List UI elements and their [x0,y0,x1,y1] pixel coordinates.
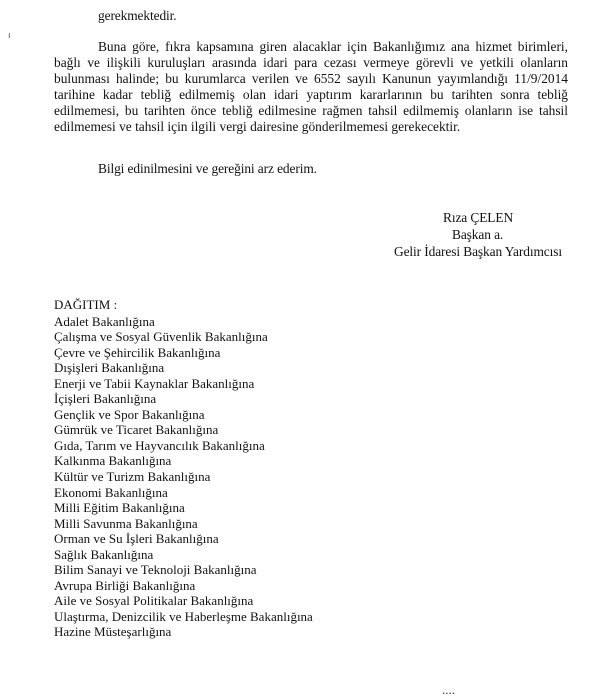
distribution-item: Orman ve Su İşleri Bakanlığına [54,531,219,547]
distribution-item: Ekonomi Bakanlığına [54,484,168,500]
distribution-item: Adalet Bakanlığına [54,313,155,329]
distribution-item: Milli Eğitim Bakanlığına [54,500,185,516]
signatory-name: Rıza ÇELEN [443,210,514,225]
distribution-item: İçişleri Bakanlığına [54,391,157,407]
top-fragment: gerekmektedir. [98,8,177,23]
distribution-item: Hazine Müsteşarlığına [54,624,172,640]
distribution-item: Milli Savunma Bakanlığına [54,515,198,531]
paragraph-main [54,39,568,135]
distribution-item: Çevre ve Şehircilik Bakanlığına [54,344,221,360]
distribution-item: Enerji ve Tabii Kaynaklar Bakanlığına [54,375,255,391]
distribution-item: Kalkınma Bakanlığına [54,453,172,469]
distribution-list [54,314,313,640]
signatory-title-1: Başkan a. [452,227,504,242]
distribution-item: Bilim Sanayi ve Teknoloji Bakanlığına [54,562,257,578]
distribution-item: Gümrük ve Ticaret Bakanlığına [54,422,219,438]
paragraph-main-text: Buna göre, fıkra kapsamına giren alacaklar için Bakanlığımız ana hizmet birimleri, bağlı ve ilişkili kuruluşları arasında idari para cezası vermeye görevli ve yetkili olanların bulunması halinde; bu kurumlarca verilen ve 6552 sayılı Kanunun yayımlandığı 11/9/2014 tarihine kadar tebliğ edilmemiş olan idari yaptırım kararlarının bu tarihten sonra tebliğ edilmemesi, bu tarihten önce tebliğ edilmesine rağmen tahsil edilmemiş olanların ise tahsil edilmemesi ve tahsil için ilgili vergi dairesine gönderilmemesi gerekecektir. [54,39,568,134]
margin-mark: ı [8,31,11,41]
distribution-item: Kültür ve Turizm Bakanlığına [54,469,211,485]
signatory-title-2: Gelir İdaresi Başkan Yardımcısı [394,244,562,259]
cutoff-text-content: .... [442,688,455,697]
distribution-item: Avrupa Birliği Bakanlığına [54,577,196,593]
distribution-item: Çalışma ve Sosyal Güvenlik Bakanlığına [54,329,268,345]
distribution-heading: DAĞITIM : [54,297,118,312]
distribution-item: Sağlık Bakanlığına [54,546,154,562]
distribution-section [54,297,313,640]
distribution-item: Aile ve Sosyal Politikalar Bakanlığına [54,593,254,609]
distribution-item: Dışişleri Bakanlığına [54,360,165,376]
distribution-item: Ulaştırma, Denizcilik ve Haberleşme Bakanlığına [54,608,313,624]
paragraph-closing: Bilgi edinilmesini ve gereğini arz ederim. [98,161,317,176]
distribution-item: Gıda, Tarım ve Hayvancılık Bakanlığına [54,437,265,453]
cutoff-text [442,688,552,700]
distribution-item: Gençlik ve Spor Bakanlığına [54,406,205,422]
